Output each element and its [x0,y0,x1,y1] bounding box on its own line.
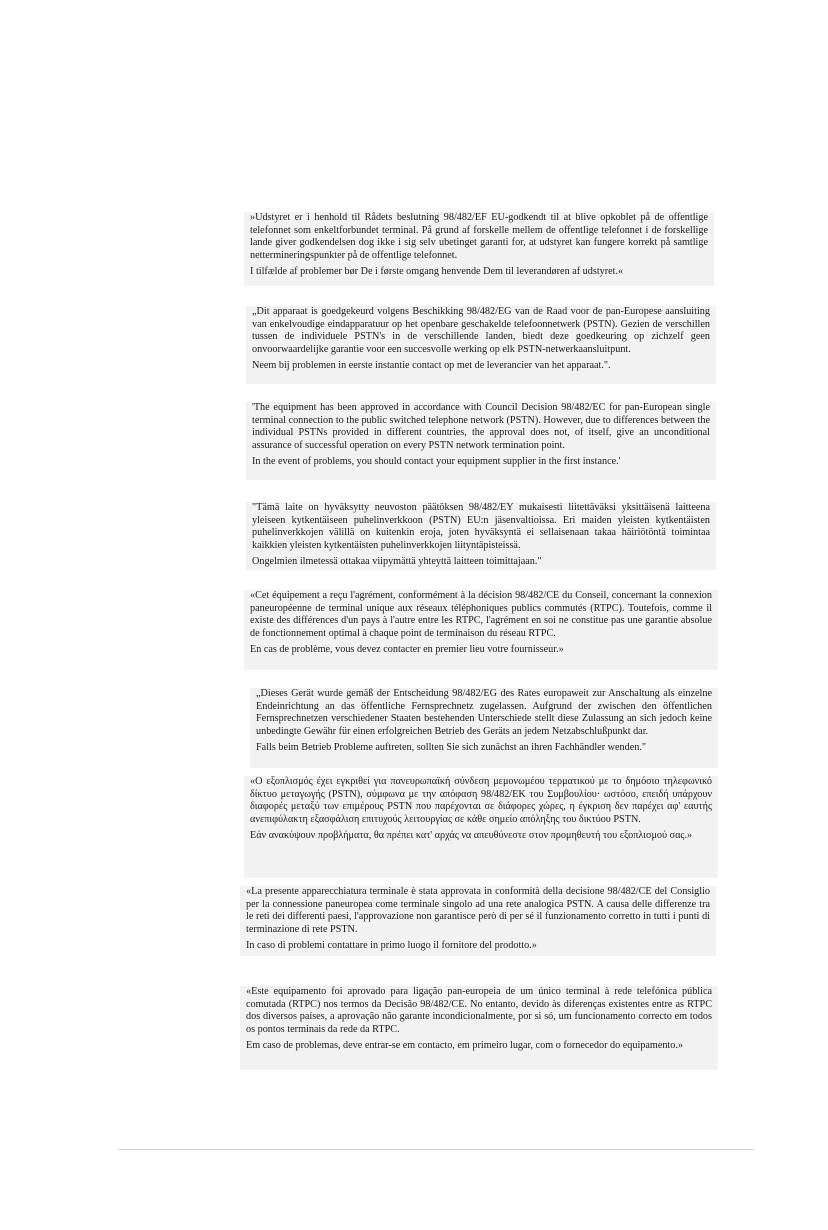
declaration-body: 'The equipment has been approved in accordance with Council Decision 98/482/EC for pan-European single terminal connection to the public switched telephone network (PSTN). However, due to differences between the individual PSTNs provided in different countries, the approval does not, of itself, give an unconditional assurance of successful operation on every PSTN network termination point. [252,402,710,451]
declaration-body: «Este equipamento foi aprovado para ligação pan-europeia de um único terminal à rede telefónica pública comutada (RTPC) nos termos da Decisão 98/482/CE. No entanto, devido às diferenças existentes entre as RTPC dos diversos países, a aprovação não garante incondicionalmente, por si só, um funcionamento correcto em todos os pontos terminais da rede da RTPC. [246,986,712,1035]
declaration-dutch [246,306,716,384]
declaration-body: «Ο εξοπλισμός έχει εγκριθεί για πανευρωπαϊκή σύνδεση μεμονωμέου τερματικού με το δημόσιο τηλεφωνικό δίκτυο μεταγωγής (PSTN), σύμφωνα με την απόφαση 98/482/ΕΚ του Συμβουλίου· ωστόσο, επειδή υπάρχουν διαφορές μεταξύ των επιμέρους PSTN που παρέχονται σε διάφορες χώρες, η έγκριση δεν παρέχει αφ' εαυτής ανεπιφύλακτη εξασφάλιση επιτυχούς λειτουργίας σε κάθε σημείο απόληξης του δικτύου PSTN. [250,776,712,825]
declaration-body: „Dit apparaat is goedgekeurd volgens Beschikking 98/482/EG van de Raad voor de pan-Europese aansluiting van enkelvoudige eindapparatuur op het openbare geschakelde telefoonnetwerk (PSTN). Gezien de verschillen tussen de individuele PSTN's in de verschillende landen, biedt deze goedkeuring op zichzelf geen onvoorwaardelijke garantie voor een succesvolle werking op elk PSTN-netwerkaansluitpunt. [252,306,710,355]
declaration-body: »Udstyret er i henhold til Rådets beslutning 98/482/EF EU-godkendt til at blive opkoblet på de offentlige telefonnet som enkeltforbundet terminal. På grund af forskelle mellem de offentlige telefonnet i de forskellige lande giver godkendelsen dog ikke i sig selv ubetinget garanti for, at udstyret kan fungere korrekt på samtlige nettermineringspunkter på de offentlige telefonnet. [250,212,708,261]
declaration-body: «La presente apparecchiatura terminale è stata approvata in conformità della decisione 98/482/CE del Consiglio per la connessione paneuropea come terminale singolo ad una rete analogica PSTN. A causa delle differenze tra le reti dei differenti paesi, l'approvazione non garantisce però di per sé il funzionamento corretto in tutti i punti di terminazione di rete PSTN. [246,886,710,935]
declaration-contact: Falls beim Betrieb Probleme auftreten, sollten Sie sich zunächst an ihren Fachhändler wenden." [256,742,647,753]
declaration-finnish [246,502,716,570]
declaration-contact: Εάν ανακύψουν προβλήματα, θα πρέπει κατ' αρχάς να απευθύνεστε στον προμηθευτή του εξοπλισμού σας.» [250,830,693,841]
declaration-german [250,688,718,768]
footer-divider [118,1149,754,1150]
declaration-french [244,590,718,670]
declaration-body: „Dieses Gerät wurde gemäß der Entscheidung 98/482/EG des Rates europaweit zur Anschaltung als einzelne Endeinrichtung an das öffentliche Fernsprechnetz zugelassen. Aufgrund der zwischen den öffentlichen Fernsprechnetzen verschiedener Staaten bestehenden Unterschiede stellt diese Zulassung an sich jedoch keine unbedingte Gewähr für einen erfolgreichen Betrieb des Geräts an jedem Netzabschlußpunkt dar. [256,688,712,737]
declaration-portuguese [240,986,718,1070]
declaration-contact: I tilfælde af problemer bør De i første omgang henvende Dem til leverandøren af udstyret.« [250,266,624,277]
declaration-contact: Em caso de problemas, deve entrar-se em contacto, em primeiro lugar, com o fornecedor do equipamento.» [246,1040,684,1051]
declaration-danish [244,212,714,286]
declaration-contact: In the event of problems, you should contact your equipment supplier in the first instance.' [252,456,621,467]
declaration-greek [244,776,718,878]
declaration-italian [240,886,716,956]
declaration-contact: Neem bij problemen in eerste instantie contact op met de leverancier van het apparaat.". [252,360,611,371]
declaration-body: «Cet équipement a reçu l'agrément, conformément à la décision 98/482/CE du Conseil, concernant la connexion paneuropéenne de terminal unique aux réseaux téléphoniques publics commutés (RTPC). Toutefois, comme il existe des différences d'un pays à l'autre entre les RTPC, l'agrément en soi ne constitue pas une garantie absolue de fonctionnement optimal à chaque point de terminaison du réseau RTPC. [250,590,712,639]
declaration-body: "Tämä laite on hyväksytty neuvoston päätöksen 98/482/EY mukaisesti liitettäväksi yksittäisenä laitteena yleiseen kytkentäiseen puhelinverkkoon (PSTN) EU:n jäsenvaltioissa. Eri maiden yleisten kytkentäisten puhelinverkkojen välillä on kuitenkin eroja, joten hyväksyntä ei sellaisenaan takaa häiriötöntä toimintaa kaikkien yleisten kytkentäisten puhelinverkkojen liityntäpisteissä. [252,502,710,551]
declaration-english [246,402,716,480]
declaration-contact: En cas de problème, vous devez contacter en premier lieu votre fournisseur.» [250,644,564,655]
declaration-contact: Ongelmien ilmetessä ottakaa viipymättä yhteyttä laitteen toimittajaan." [252,556,542,567]
declaration-contact: In caso di problemi contattare in primo luogo il fornitore del prodotto.» [246,940,537,951]
